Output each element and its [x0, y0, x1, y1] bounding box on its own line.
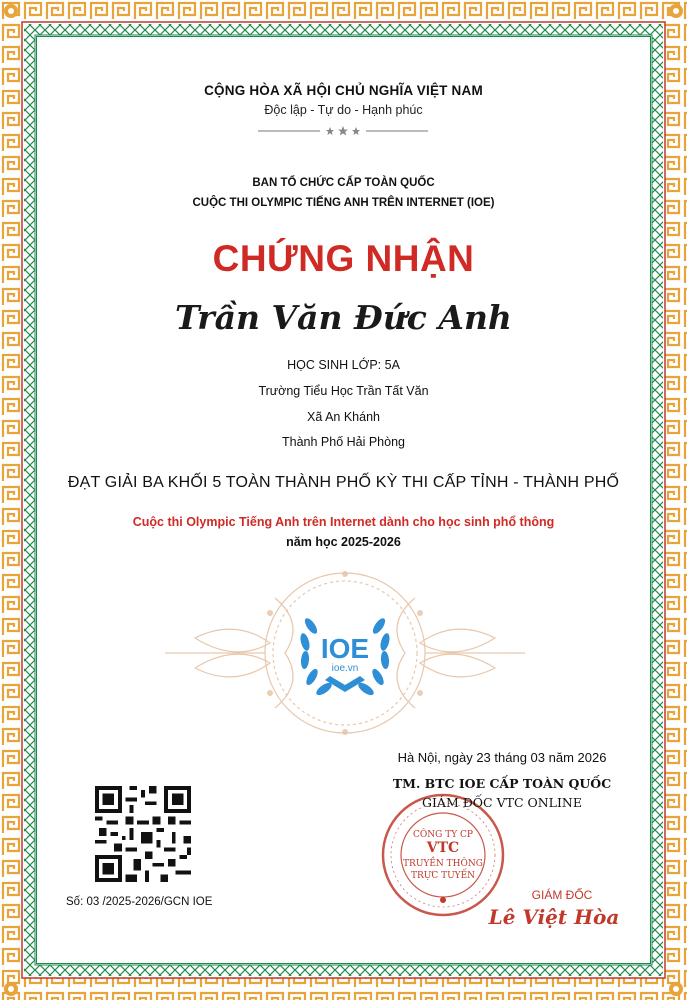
issue-date: Hà Nội, ngày 23 tháng 03 năm 2026: [397, 750, 607, 765]
star-divider: [258, 125, 428, 137]
qr-code[interactable]: [95, 786, 191, 882]
signer-position: GIÁM ĐỐC VTC ONLINE: [422, 795, 582, 810]
grade-line: HỌC SINH LỚP: 5A: [287, 358, 400, 372]
signer-organization: TM. BTC IOE CẤP TOÀN QUỐC: [392, 776, 612, 791]
stamp-line-4: TRỰC TUYẾN: [410, 871, 476, 881]
motto: Độc lập - Tự do - Hạnh phúc: [264, 103, 423, 117]
recipient-name: Trần Văn Đức Anh: [175, 298, 512, 337]
city-name: Thành Phố Hải Phòng: [281, 435, 405, 449]
organizer-line-1: BAN TỔ CHỨC CẤP TOÀN QUỐC: [252, 177, 435, 189]
organizer-line-2: CUỘC THI OLYMPIC TIẾNG ANH TRÊN INTERNET (IOE): [192, 197, 495, 209]
stamp-line-3: TRUYỀN THÔNG: [403, 859, 483, 869]
ioe-emblem: [155, 568, 535, 738]
stamp-line-2: VTC: [426, 840, 460, 856]
director-title: GIÁM ĐỐC: [531, 888, 593, 902]
stamp-line-1: CÔNG TY CP: [413, 830, 473, 840]
school-year: năm học 2025-2026: [286, 535, 401, 549]
serial-number: Số: 03 /2025-2026/GCN IOE: [66, 896, 213, 908]
director-signature: Lê Việt Hòa: [488, 905, 620, 929]
nation-heading: CỘNG HÒA XÃ HỘI CHỦ NGHĨA VIỆT NAM: [204, 83, 483, 98]
contest-description: Cuộc thi Olympic Tiếng Anh trên Internet dành cho học sinh phổ thông: [132, 515, 555, 529]
certificate-title: CHỨNG NHẬN: [212, 238, 475, 279]
award-statement: ĐẠT GIẢI BA KHỐI 5 TOÀN THÀNH PHỐ KỲ THI CẤP TỈNH - THÀNH PHỐ: [67, 474, 620, 491]
ioe-logo-text: IOE: [320, 633, 370, 664]
ioe-logo-domain: ioe.vn: [331, 663, 359, 674]
school-name: Trường Tiểu Học Trần Tất Văn: [258, 384, 429, 398]
commune-name: Xã An Khánh: [307, 410, 380, 424]
